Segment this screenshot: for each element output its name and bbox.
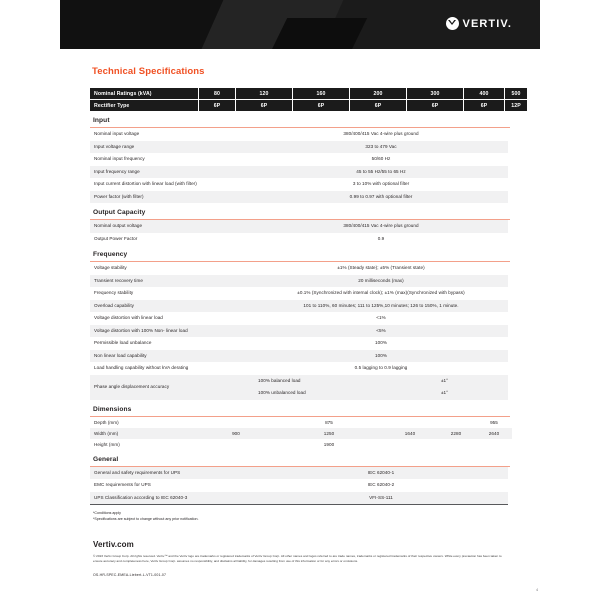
footer-legal-text: © 2023 Vertiv Group Corp. All rights reserved. Vertiv™ and the Vertiv logo are trademarks or registered trademarks of Vertiv Group Corp. All other names and logos referred to are trade names, trademarks or registered trademarks of their respective owners. While every precaution has been taken to ensure accuracy and completeness here, Vertiv Group Corp. assumes no responsibility, and disclaims all liability, for damages resulting from use of this information or for any errors or omissions. — [93, 554, 502, 564]
rectifier-value: 6P — [407, 100, 464, 112]
dim-value: 2280 — [436, 428, 476, 439]
section-title-output-capacity: Output Capacity — [90, 203, 510, 220]
section-table-input — [90, 128, 508, 203]
page-title: Technical Specifications — [92, 66, 205, 77]
spec-value: IEC 62040-1 — [254, 467, 508, 480]
rating-value: 120 — [236, 88, 293, 100]
spec-value: 380/400/415 Vac 4-wire plus ground — [254, 220, 508, 233]
rectifier-value: 12P — [505, 100, 528, 112]
spec-value: IEC 62040-2 — [367, 482, 395, 488]
spec-label: Load handling capability without kVA derating — [94, 365, 189, 371]
table-row — [90, 153, 508, 166]
spec-sublabel: 100% unbalanced load — [254, 387, 381, 400]
spec-label: Transient recovery time — [90, 275, 254, 288]
table-row — [90, 479, 508, 492]
table-row — [90, 337, 508, 350]
table-row — [90, 439, 512, 450]
spec-value: 101 to 110%, 60 minutes; 111 to 125%,10 minutes; 126 to 150%, 1 minute. — [254, 300, 508, 313]
section-table-general — [90, 467, 508, 505]
spec-value: VFI-SS-111 — [254, 492, 508, 505]
rating-value: 200 — [350, 88, 407, 100]
spec-label: Voltage distortion with 100% Non- linear load — [90, 325, 254, 338]
dim-label: Width (mm) — [90, 428, 198, 439]
table-row — [90, 166, 508, 179]
table-row — [90, 287, 508, 300]
spec-label: Overload capability — [90, 300, 254, 313]
spec-label: UPS Classification according to IEC 62040-3 — [90, 492, 254, 505]
spec-label: Phase angle displacement accuracy — [90, 375, 254, 400]
footnotes — [90, 511, 510, 522]
dim-label: Height (mm) — [94, 441, 120, 447]
row-label: Rectifier Type — [90, 100, 199, 112]
dim-value: 875 — [325, 419, 333, 425]
rating-value: 400 — [464, 88, 505, 100]
table-row — [90, 350, 508, 363]
spec-value: 100% — [254, 350, 508, 363]
table-row — [90, 417, 512, 428]
spec-value: <1% — [376, 315, 386, 321]
rating-value: 300 — [407, 88, 464, 100]
dim-value: 1250 — [274, 428, 384, 439]
rectifier-value: 6P — [199, 100, 236, 112]
spec-label: Voltage distortion with linear load — [94, 315, 163, 321]
spec-label: Nominal output voltage — [90, 220, 254, 233]
dim-value — [198, 439, 274, 450]
vertiv-chevron-logo-icon — [446, 17, 459, 30]
table-row — [90, 128, 508, 141]
rating-value: 80 — [199, 88, 236, 100]
section-table-frequency — [90, 262, 508, 400]
spec-value: 323 to 479 Vac — [254, 141, 508, 154]
spec-value: 3 to 10% with optional filter — [352, 181, 410, 187]
section-title-input: Input — [90, 111, 510, 128]
row-label: Nominal Ratings (kVA) — [90, 88, 199, 100]
section-title-frequency: Frequency — [90, 245, 510, 262]
spec-value: 20 milliseconds (max) — [254, 275, 508, 288]
section-table-dimensions — [90, 417, 512, 450]
table-row — [90, 375, 508, 388]
dim-value: 900 — [198, 428, 274, 439]
dim-value: 2640 — [476, 428, 512, 439]
rating-value: 160 — [293, 88, 350, 100]
document-body — [0, 49, 600, 577]
spec-label: Input voltage range — [90, 141, 254, 154]
dim-label: Depth (mm) — [94, 419, 119, 425]
rating-value: 500 — [505, 88, 528, 100]
table-row — [90, 312, 508, 325]
dim-value: 1900 — [323, 441, 335, 447]
table-row — [90, 88, 527, 100]
spec-value: 380/400/415 Vac 4-wire plus ground — [343, 131, 419, 136]
spec-label: EMC requirements for UPS — [94, 482, 151, 488]
table-row — [90, 141, 508, 154]
rectifier-value: 6P — [464, 100, 505, 112]
table-row — [90, 467, 508, 480]
rectifier-value: 6P — [236, 100, 293, 112]
spec-value: 100% — [375, 340, 387, 346]
dim-value: 955 — [490, 419, 498, 425]
logo-text: VERTIV. — [462, 17, 512, 30]
spec-label: Input frequency range — [90, 166, 254, 179]
table-row — [90, 178, 508, 191]
table-row — [90, 325, 508, 338]
dim-value — [436, 417, 476, 428]
spec-value: 50/60 Hz — [371, 156, 391, 162]
footnote: *Specifications are subject to change without any prior notification. — [93, 516, 199, 521]
spec-value: ±1° — [381, 375, 508, 388]
dim-value — [384, 439, 436, 450]
spec-sublabel: 100% balanced load — [254, 375, 381, 388]
spec-label: Power factor (with filter) — [90, 191, 254, 204]
table-row — [90, 492, 508, 505]
rectifier-value: 6P — [350, 100, 407, 112]
header-banner — [60, 0, 540, 49]
spec-value: <5% — [254, 325, 508, 338]
table-row — [90, 220, 508, 233]
vertiv-logo — [446, 17, 512, 30]
spec-label: General and safety requirements for UPS — [90, 467, 254, 480]
footer-document-code: OS-HR-SPEC-EMEA-Liebert-L-VT1-001-07 — [93, 573, 167, 578]
section-title-general: General — [90, 450, 510, 467]
spec-value: ±0.1% (Synchronized with internal clock); ±1% (max)(Synchronized with bypass) — [297, 290, 465, 296]
dim-value — [198, 417, 274, 428]
rectifier-value: 6P — [293, 100, 350, 112]
spec-label: Frequency stability — [94, 290, 134, 296]
spec-label: Nominal input frequency — [94, 156, 145, 162]
spec-label: Non linear load capability — [90, 350, 254, 363]
spec-label: Permissible load unbalance — [94, 340, 152, 346]
spec-value: ±1° — [381, 387, 508, 400]
spec-value: 0.99 to 0.97 with optional filter — [254, 191, 508, 204]
table-row — [90, 233, 508, 246]
footer — [90, 540, 510, 577]
table-row — [90, 191, 508, 204]
footer-brand[interactable]: Vertiv.com — [93, 540, 134, 550]
table-row — [90, 262, 508, 275]
dim-value: 1640 — [384, 428, 436, 439]
dim-value — [384, 417, 436, 428]
dim-value — [476, 439, 512, 450]
spec-value: 0.9 — [377, 235, 385, 241]
spec-value: ±1% (Steady state); ±5% (Transient state) — [337, 265, 425, 271]
dim-value — [436, 439, 476, 450]
spec-label: Input current distortion with linear load (with filter) — [94, 181, 197, 187]
footnote: *Conditions apply — [93, 511, 121, 516]
table-row — [90, 300, 508, 313]
spec-label: Nominal input voltage — [94, 131, 140, 136]
page-number: 4 — [536, 588, 538, 592]
section-table-output-capacity — [90, 220, 508, 245]
section-divider — [90, 504, 508, 505]
spec-label: Output Power Factor — [94, 235, 138, 241]
table-row — [90, 428, 512, 439]
table-row — [90, 362, 508, 375]
spec-value: 0.5 lagging to 0.9 lagging — [354, 365, 408, 371]
table-row — [90, 275, 508, 288]
spec-value: 45 to 55 Hz/55 to 65 Hz — [254, 166, 508, 179]
section-title-dimensions: Dimensions — [90, 400, 510, 417]
table-row — [90, 100, 527, 112]
spec-label: Voltage stability — [94, 265, 127, 271]
nominal-ratings-table — [90, 88, 527, 111]
